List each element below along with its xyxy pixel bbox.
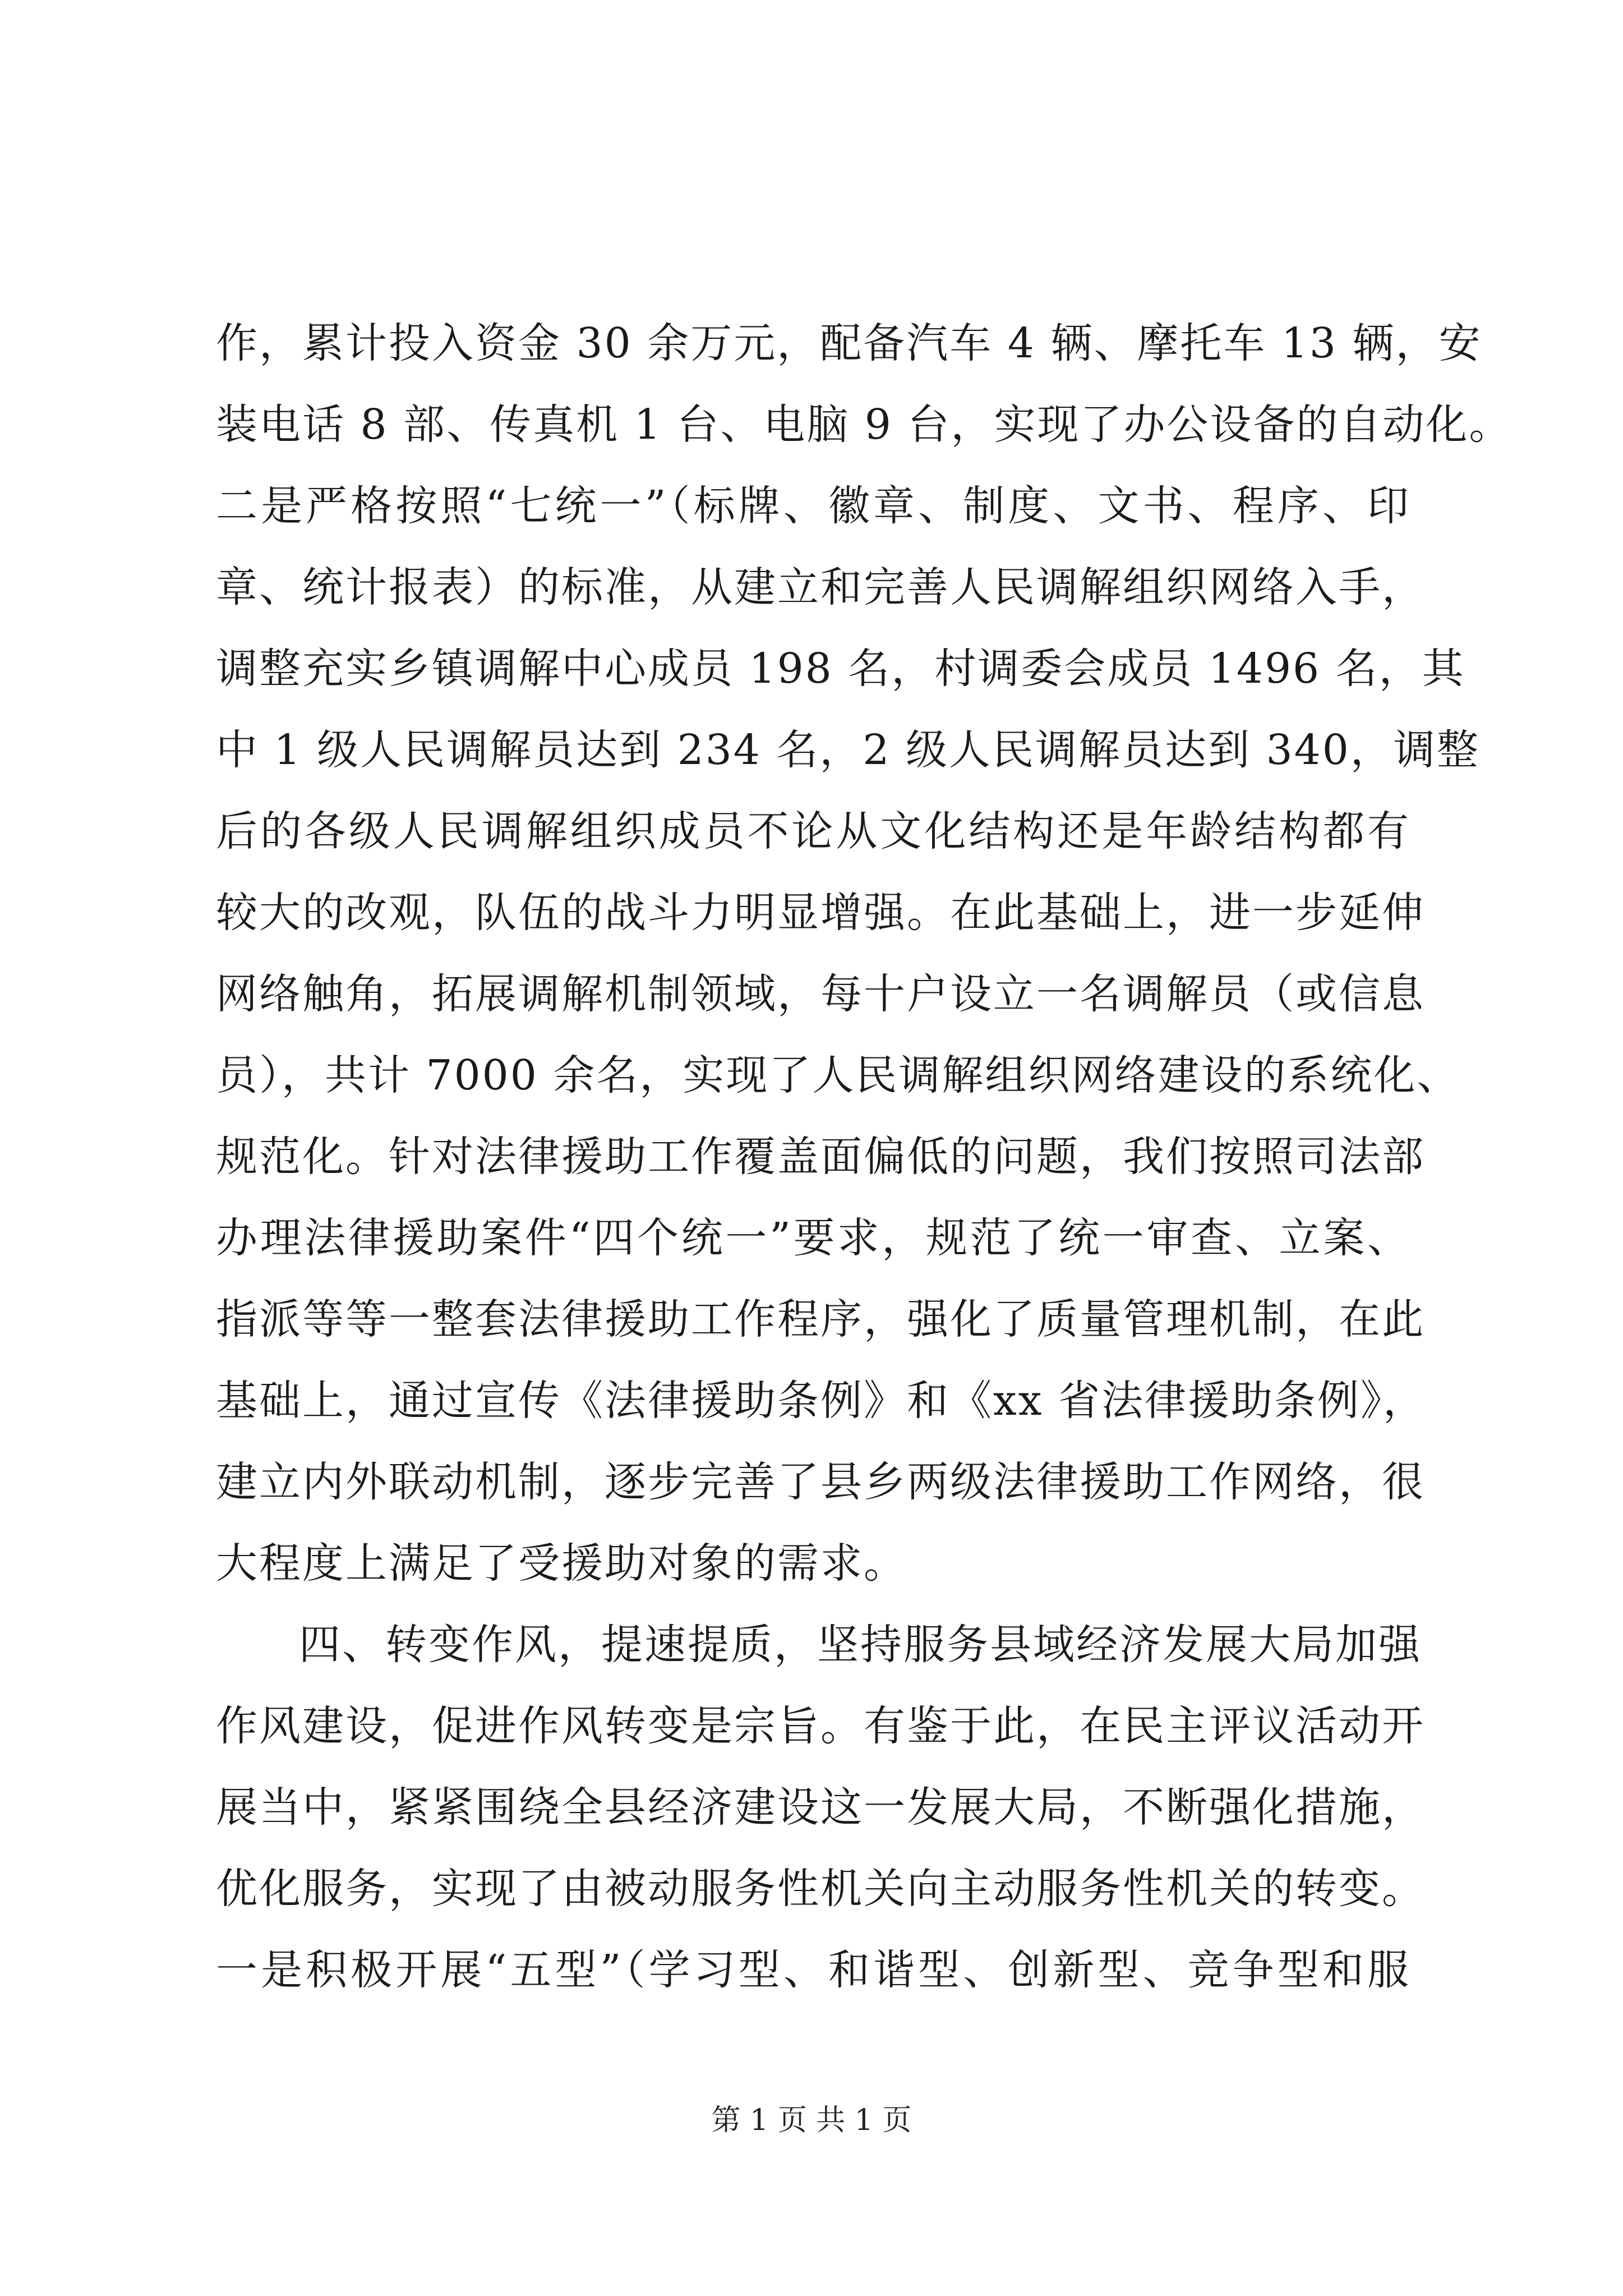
text-line: 规范化。针对法律援助工作覆盖面偏低的问题，我们按照司法部: [216, 1133, 1425, 1181]
body-text: [216, 303, 1513, 2011]
text-line: 一是积极开展“五型”（学习型、和谐型、创新型、竞争型和服: [216, 1946, 1410, 1994]
text-line: 网络触角，拓展调解机制领域，每十户设立一名调解员（或信息: [216, 970, 1425, 1018]
text-line: 展当中，紧紧围绕全县经济建设这一发展大局，不断强化措施，: [216, 1783, 1425, 1832]
text-line: 基础上，通过宣传《法律援助条例》和《xx 省法律援助条例》，: [216, 1377, 1426, 1425]
text-line: 二是严格按照“七统一”（标牌、徽章、制度、文书、程序、印: [216, 482, 1410, 530]
text-line: 较大的改观，队伍的战斗力明显增强。在此基础上，进一步延伸: [216, 889, 1425, 937]
text-line: 装电话 8 部、传真机 1 台、电脑 9 台，实现了办公设备的自动化。: [216, 401, 1513, 449]
section-heading-line: 四、转变作风，提速提质，坚持服务县域经济发展大局加强: [299, 1621, 1422, 1669]
text-line: 后的各级人民调解组织成员不论从文化结构还是年龄结构都有: [216, 807, 1410, 855]
text-line: 中 1 级人民调解员达到 234 名，2 级人民调解员达到 340，调整: [216, 726, 1480, 774]
text-line: 优化服务，实现了由被动服务性机关向主动服务性机关的转变。: [216, 1865, 1425, 1913]
text-line: 办理法律援助案件“四个统一”要求，规范了统一审查、立案、: [216, 1214, 1410, 1262]
text-line: 大程度上满足了受援助对象的需求。: [216, 1539, 907, 1588]
text-line: 作风建设，促进作风转变是宗旨。有鉴于此，在民主评议活动开: [216, 1702, 1425, 1750]
text-line: 建立内外联动机制，逐步完善了县乡两级法律援助工作网络，很: [216, 1458, 1425, 1506]
text-line: 章、统计报表）的标准，从建立和完善人民调解组织网络入手，: [216, 563, 1425, 611]
text-line: 员），共计 7000 余名，实现了人民调解组织网络建设的系统化、: [216, 1051, 1460, 1099]
text-line: 调整充实乡镇调解中心成员 198 名，村调委会成员 1496 名，其: [216, 645, 1465, 693]
text-line: 指派等等一整套法律援助工作程序，强化了质量管理机制，在此: [216, 1295, 1425, 1343]
page-footer: 第 1 页 共 1 页: [711, 2104, 912, 2137]
text-line: 作，累计投入资金 30 余万元，配备汽车 4 辆、摩托车 13 辆，安: [216, 319, 1482, 367]
